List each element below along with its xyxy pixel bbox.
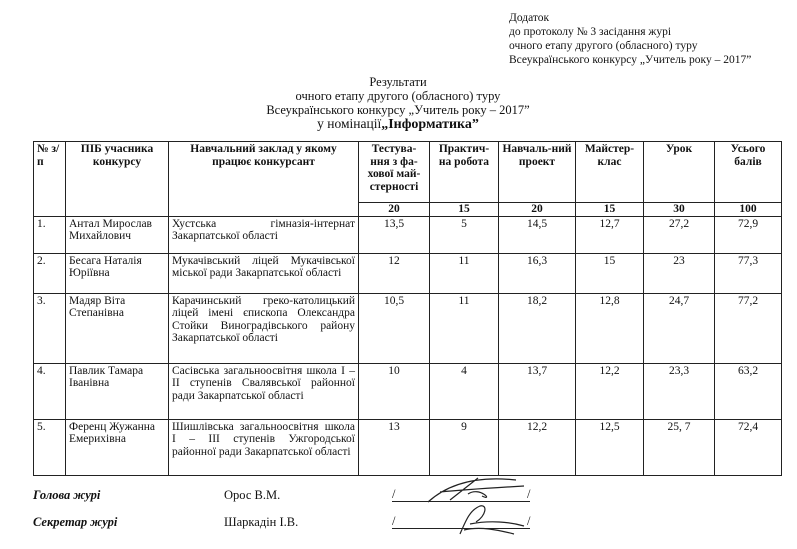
score-practical: 11 (430, 293, 499, 363)
chair-role: Голова журі (33, 488, 101, 502)
max-practical: 15 (430, 203, 499, 217)
header-num: № з/п (34, 142, 66, 217)
institution: Мукачівський ліцей Мукачівської міської ради Закарпатської області (169, 253, 359, 293)
score-total: 72,9 (715, 216, 782, 253)
score-test: 13 (359, 419, 430, 475)
max-total: 100 (715, 203, 782, 217)
addendum-line: очного етапу другого (обласного) туру (509, 40, 698, 52)
participant-name: Бесага Наталія Юріївна (66, 253, 169, 293)
score-project: 16,3 (499, 253, 576, 293)
score-practical: 4 (430, 363, 499, 419)
score-lesson: 23,3 (644, 363, 715, 419)
score-project: 12,2 (499, 419, 576, 475)
row-num: 3. (34, 293, 66, 363)
score-practical: 5 (430, 216, 499, 253)
participant-name: Павлик Тамара Іванівна (66, 363, 169, 419)
institution: Хустська гімназія-інтернат Закарпатської області (169, 216, 359, 253)
score-master: 12,5 (576, 419, 644, 475)
header-row (34, 142, 782, 203)
institution: Шишлівська загальноосвітня школа І – ІІІ ступенів Ужгородської районної ради Закарпатської області (169, 419, 359, 475)
table-row (34, 216, 782, 253)
header-test: Тестува-ння з фа-хової май-стерності (359, 142, 430, 203)
addendum-line: Додаток (509, 12, 550, 24)
table-row (34, 253, 782, 293)
row-num: 5. (34, 419, 66, 475)
document-heading (150, 75, 646, 132)
max-test: 20 (359, 203, 430, 217)
score-master: 12,2 (576, 363, 644, 419)
score-test: 13,5 (359, 216, 430, 253)
signature-slash: / (527, 487, 531, 501)
header-master: Майстер-клас (576, 142, 644, 203)
header-practical: Практич-на робота (430, 142, 499, 203)
max-project: 20 (499, 203, 576, 217)
nomination-prefix: у номінації (317, 116, 382, 131)
score-project: 14,5 (499, 216, 576, 253)
score-test: 12 (359, 253, 430, 293)
table-row (34, 419, 782, 475)
score-master: 12,8 (576, 293, 644, 363)
score-master: 15 (576, 253, 644, 293)
chair-name: Орос В.М. (224, 488, 281, 502)
nomination-line (150, 117, 646, 132)
heading-line: Всеукраїнського конкурсу „Учитель року – 2017” (266, 103, 530, 117)
score-master: 12,7 (576, 216, 644, 253)
addendum-line: до протоколу № 3 засідання журі (509, 26, 672, 38)
table-row (34, 293, 782, 363)
addendum-block (509, 11, 751, 67)
score-project: 18,2 (499, 293, 576, 363)
max-master: 15 (576, 203, 644, 217)
signature-slash: / (392, 487, 396, 501)
secretary-name: Шаркадін І.В. (224, 515, 299, 529)
table-row (34, 363, 782, 419)
institution: Карачинський греко-католицький ліцей імені єпископа Олександра Стойки Виноградівського району Закарпатської області (169, 293, 359, 363)
score-lesson: 27,2 (644, 216, 715, 253)
heading-line: очного етапу другого (обласного) туру (295, 89, 501, 103)
institution: Сасівська загальноосвітня школа І – ІІ ступенів Свалявської районної ради Закарпатської області (169, 363, 359, 419)
row-num: 2. (34, 253, 66, 293)
header-lesson: Урок (644, 142, 715, 203)
score-total: 77,2 (715, 293, 782, 363)
participant-name: Антал Мирослав Михайлович (66, 216, 169, 253)
secretary-signature (440, 500, 530, 540)
score-practical: 9 (430, 419, 499, 475)
header-project: Навчаль-ний проект (499, 142, 576, 203)
score-practical: 11 (430, 253, 499, 293)
score-total: 63,2 (715, 363, 782, 419)
header-total: Усього балів (715, 142, 782, 203)
secretary-role: Секретар журі (33, 515, 118, 529)
max-lesson: 30 (644, 203, 715, 217)
signature-slash: / (527, 514, 531, 528)
score-lesson: 24,7 (644, 293, 715, 363)
score-lesson: 23 (644, 253, 715, 293)
document-title: Результати (369, 75, 427, 89)
score-lesson: 25, 7 (644, 419, 715, 475)
score-total: 77,3 (715, 253, 782, 293)
results-table (33, 141, 782, 476)
row-num: 1. (34, 216, 66, 253)
signature-slash: / (392, 514, 396, 528)
header-name: ПІБ учасника конкурсу (66, 142, 169, 217)
participant-name: Ференц Жужанна Емерихівна (66, 419, 169, 475)
row-num: 4. (34, 363, 66, 419)
addendum-line: Всеукраїнського конкурсу „Учитель року – 2017” (509, 54, 752, 66)
participant-name: Мадяр Віта Степанівна (66, 293, 169, 363)
score-test: 10 (359, 363, 430, 419)
score-total: 72,4 (715, 419, 782, 475)
nomination-name: „Інформатика” (381, 117, 479, 132)
score-project: 13,7 (499, 363, 576, 419)
score-test: 10,5 (359, 293, 430, 363)
header-institution: Навчальний заклад у якому працює конкурсант (169, 142, 359, 217)
